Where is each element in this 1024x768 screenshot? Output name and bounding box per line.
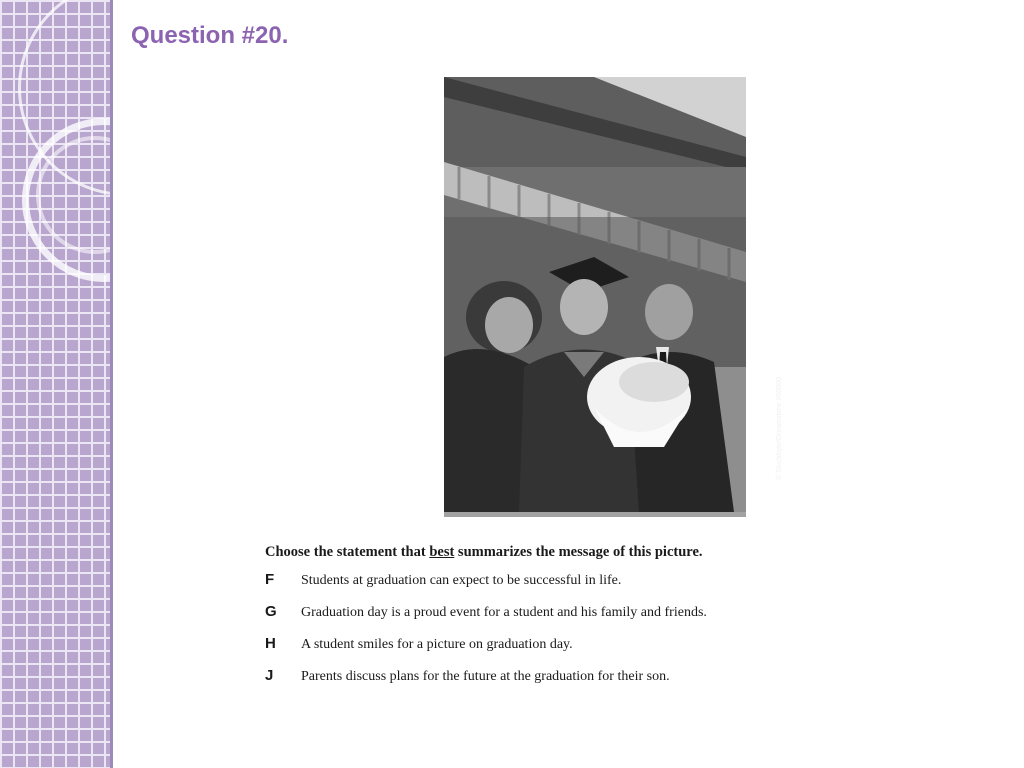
prompt-text: summarizes the message of this picture. xyxy=(454,544,703,560)
graduation-photo xyxy=(444,77,783,512)
photo-credit: © Stockbyte/Dreamstime #00000 xyxy=(776,377,783,480)
answer-option-g xyxy=(265,603,825,635)
prompt-emphasis: best xyxy=(429,544,455,560)
option-letter: F xyxy=(265,571,275,588)
decorative-side-band xyxy=(0,0,113,768)
option-letter: H xyxy=(265,635,276,652)
answer-option-h xyxy=(265,635,825,667)
option-text: Parents discuss plans for the future at the graduation for their son. xyxy=(301,669,670,684)
question-prompt xyxy=(265,544,825,561)
answer-option-j xyxy=(265,667,825,699)
answer-option-f xyxy=(265,571,825,603)
prompt-text: Choose the statement that xyxy=(265,544,430,560)
option-letter: J xyxy=(265,667,274,684)
option-text: A student smiles for a picture on graduation day. xyxy=(301,637,573,652)
question-block xyxy=(265,544,825,699)
option-letter: G xyxy=(265,603,277,620)
graduation-photo-illustration xyxy=(444,77,746,512)
decorative-ring xyxy=(36,136,154,254)
option-text: Students at graduation can expect to be successful in life. xyxy=(301,573,622,588)
option-text: Graduation day is a proud event for a student and his family and friends. xyxy=(301,605,707,620)
slide-title: Question #20. xyxy=(131,22,289,49)
